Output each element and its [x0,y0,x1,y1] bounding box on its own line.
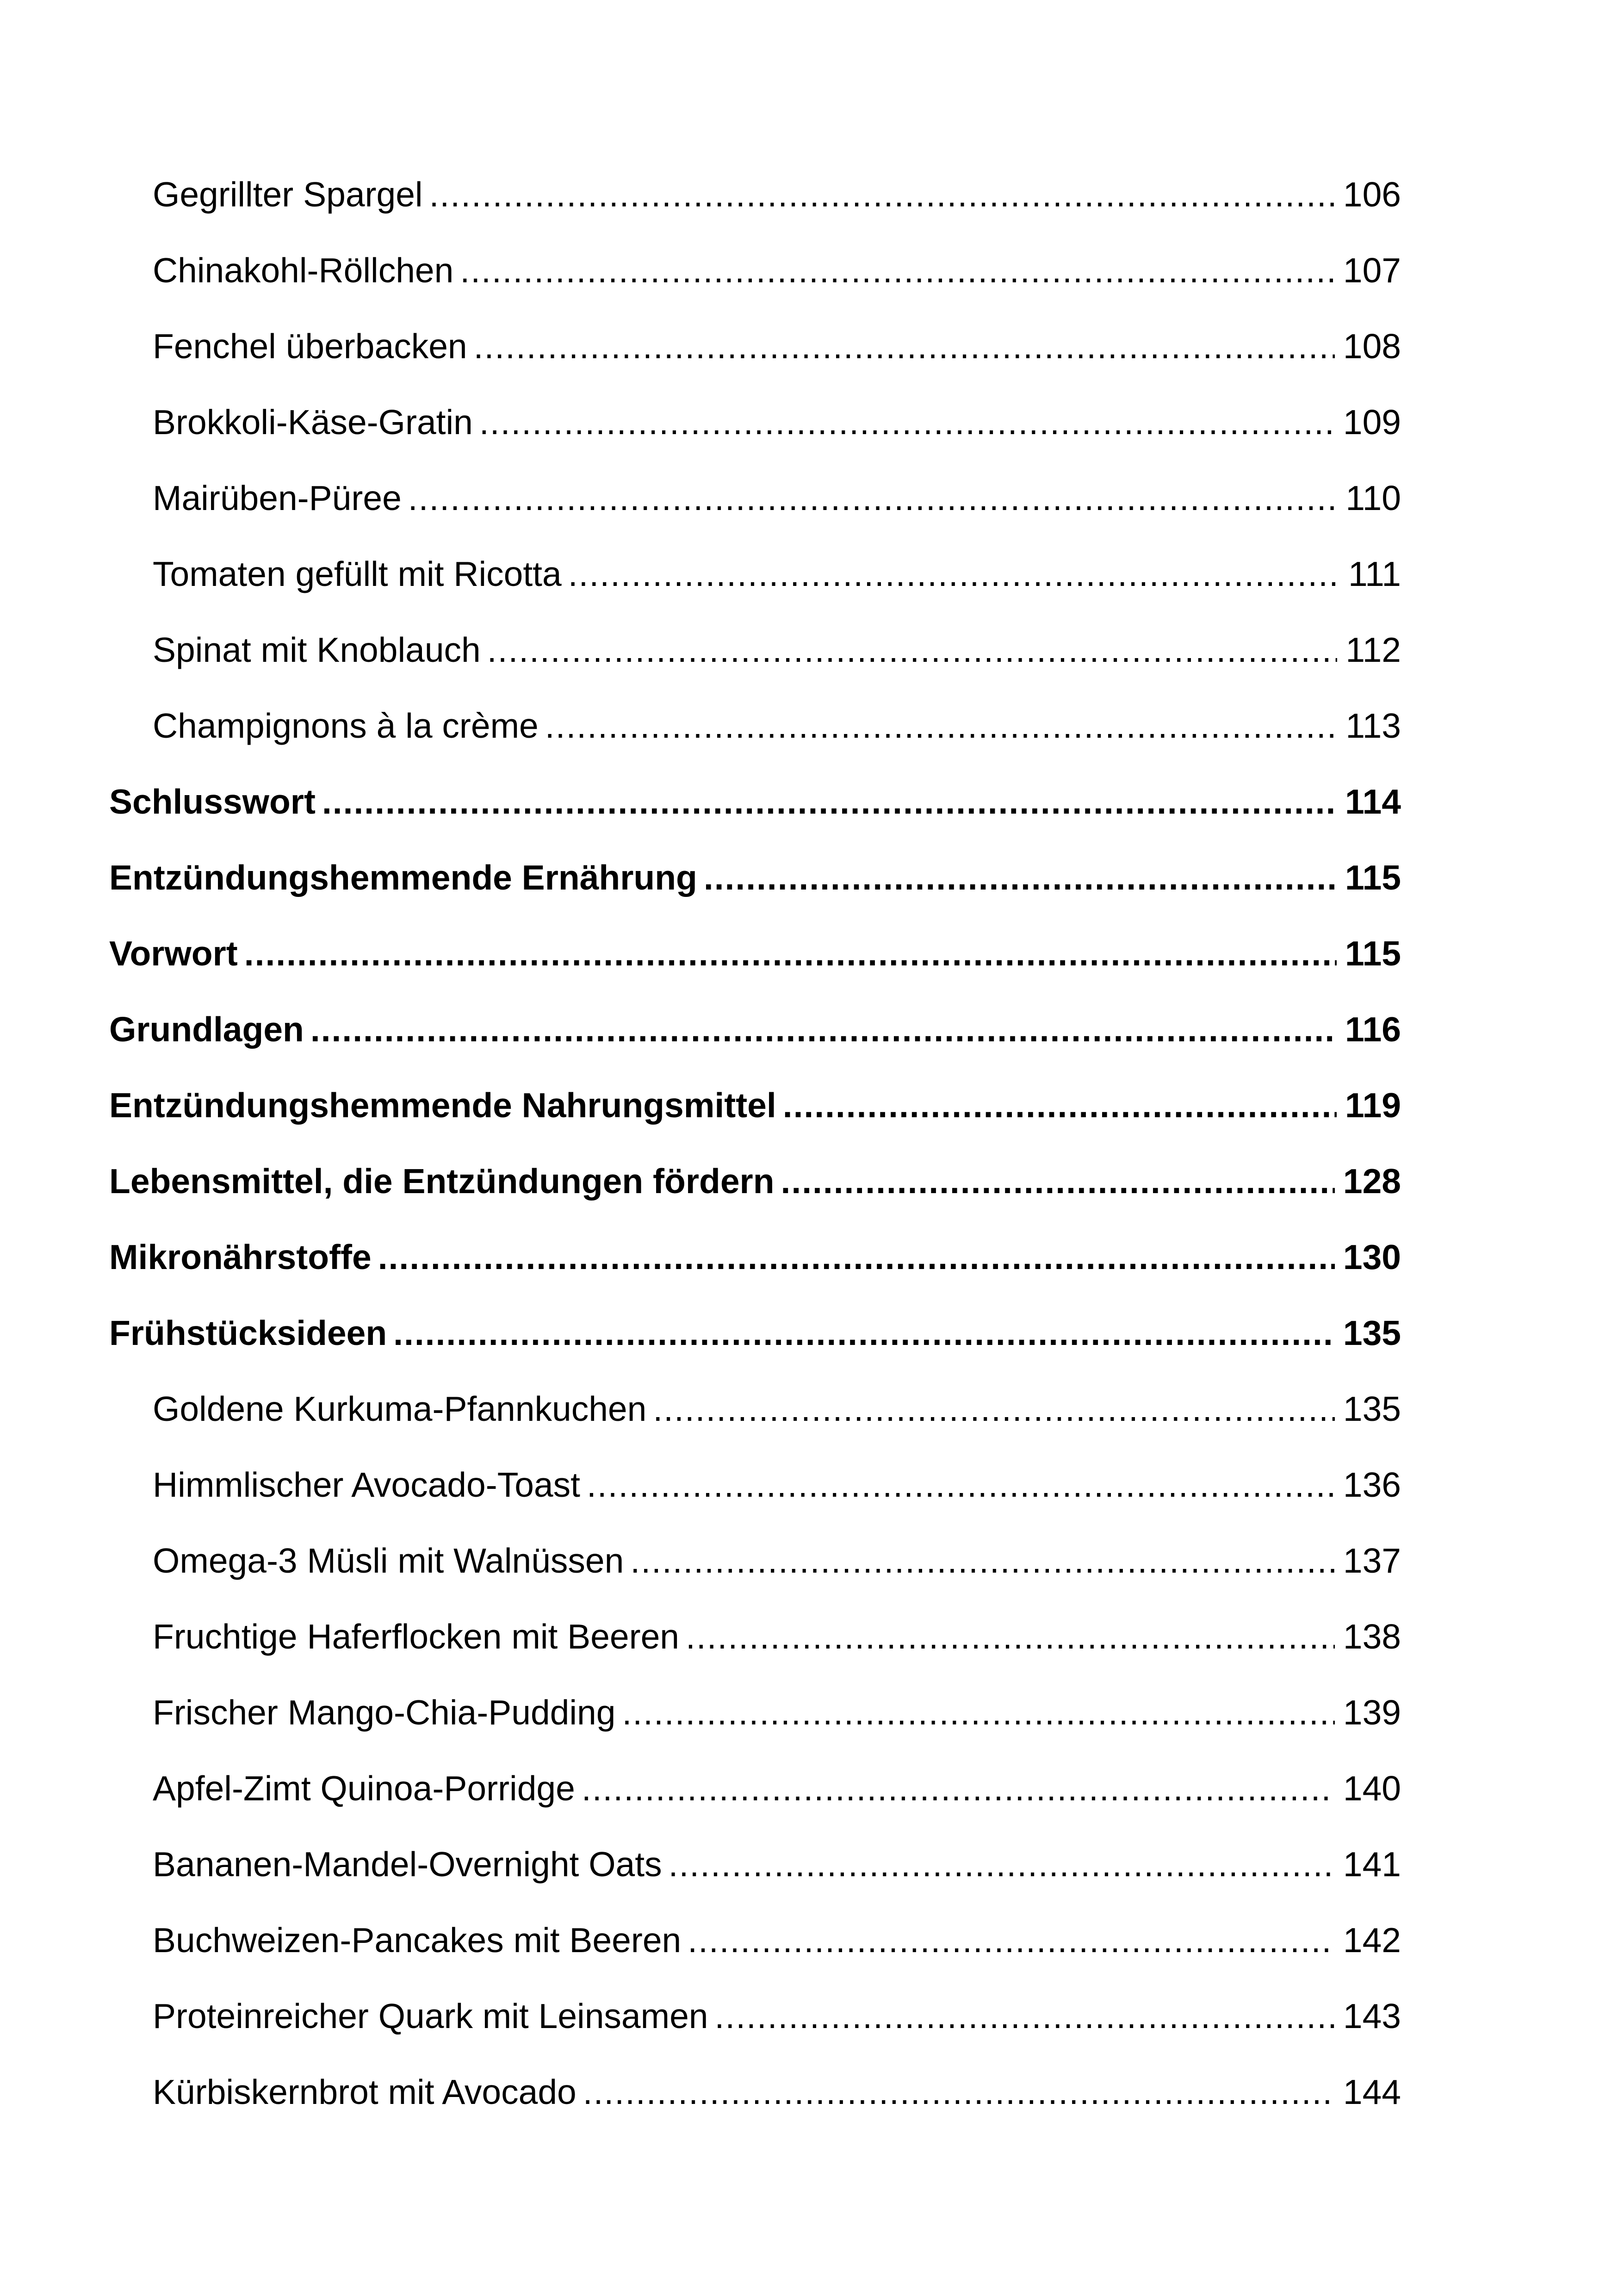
toc-chapter-entry[interactable] [109,991,1401,1067]
toc-dot-leader [408,460,1338,536]
toc-entry-page: 108 [1343,327,1401,366]
toc-dot-leader [781,1143,1335,1219]
toc-entry[interactable] [109,156,1401,232]
toc-dot-leader [704,840,1337,915]
toc-entry-title: Brokkoli-Käse-Gratin [153,403,473,442]
toc-entry-title: Tomaten gefüllt mit Ricotta [153,554,562,593]
toc-entry-page: 135 [1343,1313,1401,1352]
toc-dot-leader [582,1750,1335,1826]
toc-entry-page: 107 [1343,251,1401,290]
toc-entry-page: 128 [1343,1162,1401,1201]
toc-entry-title: Grundlagen [109,1010,304,1049]
toc-entry-page: 116 [1345,1010,1401,1049]
toc-entry-page: 139 [1343,1693,1401,1732]
toc-entry[interactable] [109,1902,1401,1978]
toc-entry-page: 106 [1343,175,1401,214]
toc-dot-leader [460,232,1335,308]
toc-entry[interactable] [109,460,1401,536]
toc-chapter-entry[interactable] [109,764,1401,840]
toc-dot-leader [474,308,1335,384]
toc-entry-page: 136 [1343,1465,1401,1504]
toc-entry-title: Fenchel überbacken [153,327,467,366]
toc-entry-title: Mairüben-Püree [153,479,402,517]
toc-dot-leader [669,1826,1335,1902]
table-of-contents [109,156,1401,2130]
toc-entry-title: Himmlischer Avocado-Toast [153,1465,580,1504]
toc-dot-leader [583,2054,1335,2130]
toc-entry[interactable] [109,1599,1401,1674]
toc-entry[interactable] [109,1371,1401,1447]
toc-entry-page: 140 [1343,1769,1401,1808]
toc-entry-title: Gegrillter Spargel [153,175,423,214]
toc-dot-leader [393,1295,1335,1371]
toc-entry-page: 112 [1345,630,1401,669]
toc-entry-page: 119 [1345,1086,1401,1125]
toc-dot-leader [378,1219,1335,1295]
toc-entry[interactable] [109,1978,1401,2054]
toc-entry-page: 143 [1343,1997,1401,2035]
toc-entry[interactable] [109,1674,1401,1750]
toc-entry-page: 144 [1343,2072,1401,2111]
toc-entry[interactable] [109,536,1401,612]
toc-entry[interactable] [109,1523,1401,1599]
toc-entry[interactable] [109,688,1401,764]
toc-entry[interactable] [109,1750,1401,1826]
toc-dot-leader [686,1599,1335,1674]
toc-chapter-entry[interactable] [109,915,1401,991]
toc-dot-leader [568,536,1340,612]
toc-entry[interactable] [109,612,1401,688]
toc-entry-title: Vorwort [109,934,238,973]
toc-chapter-entry[interactable] [109,840,1401,915]
toc-dot-leader [622,1674,1334,1750]
toc-entry-page: 137 [1343,1541,1401,1580]
toc-dot-leader [630,1523,1335,1599]
toc-entry-title: Champignons à la crème [153,706,539,745]
toc-entry[interactable] [109,384,1401,460]
toc-chapter-entry[interactable] [109,1295,1401,1371]
toc-entry-page: 114 [1345,782,1401,821]
toc-entry-title: Fruchtige Haferflocken mit Beeren [153,1617,680,1656]
toc-entry-title: Spinat mit Knoblauch [153,630,481,669]
toc-dot-leader [479,384,1335,460]
toc-entry[interactable] [109,308,1401,384]
toc-entry-title: Entzündungshemmende Nahrungsmittel [109,1086,776,1125]
toc-entry[interactable] [109,2054,1401,2130]
toc-entry-title: Entzündungshemmende Ernährung [109,858,697,897]
toc-dot-leader [715,1978,1335,2054]
toc-dot-leader [310,991,1337,1067]
toc-entry-title: Apfel-Zimt Quinoa-Porridge [153,1769,575,1808]
toc-entry[interactable] [109,1447,1401,1523]
toc-dot-leader [783,1067,1337,1143]
toc-entry-title: Mikronährstoffe [109,1238,372,1276]
toc-entry-title: Lebensmittel, die Entzündungen fördern [109,1162,775,1201]
toc-entry[interactable] [109,1826,1401,1902]
toc-chapter-entry[interactable] [109,1219,1401,1295]
toc-dot-leader [487,612,1338,688]
toc-entry-title: Buchweizen-Pancakes mit Beeren [153,1921,682,1960]
toc-entry-page: 135 [1343,1389,1401,1428]
toc-dot-leader [587,1447,1335,1523]
toc-entry-page: 110 [1345,479,1401,517]
toc-entry-title: Omega-3 Müsli mit Walnüssen [153,1541,624,1580]
toc-entry-title: Proteinreicher Quark mit Leinsamen [153,1997,708,2035]
toc-entry-page: 142 [1343,1921,1401,1960]
toc-entry-title: Kürbiskernbrot mit Avocado [153,2072,577,2111]
toc-entry-page: 111 [1348,554,1401,593]
toc-entry-page: 115 [1345,934,1401,973]
toc-dot-leader [653,1371,1335,1447]
toc-entry-title: Frischer Mango-Chia-Pudding [153,1693,616,1732]
toc-entry-page: 130 [1343,1238,1401,1276]
toc-entry-page: 113 [1345,706,1401,745]
toc-dot-leader [688,1902,1335,1978]
toc-entry[interactable] [109,232,1401,308]
toc-entry-page: 141 [1343,1845,1401,1884]
toc-entry-page: 115 [1345,858,1401,897]
toc-entry-title: Bananen-Mandel-Overnight Oats [153,1845,662,1884]
toc-dot-leader [322,764,1337,840]
toc-entry-title: Schlusswort [109,782,316,821]
toc-chapter-entry[interactable] [109,1067,1401,1143]
toc-entry-title: Goldene Kurkuma-Pfannkuchen [153,1389,647,1428]
toc-dot-leader [429,156,1335,232]
toc-entry-page: 138 [1343,1617,1401,1656]
toc-entry-page: 109 [1343,403,1401,442]
toc-entry-title: Chinakohl-Röllchen [153,251,454,290]
toc-entry-title: Frühstücksideen [109,1313,387,1352]
toc-dot-leader [244,915,1337,991]
toc-dot-leader [545,688,1338,764]
toc-chapter-entry[interactable] [109,1143,1401,1219]
